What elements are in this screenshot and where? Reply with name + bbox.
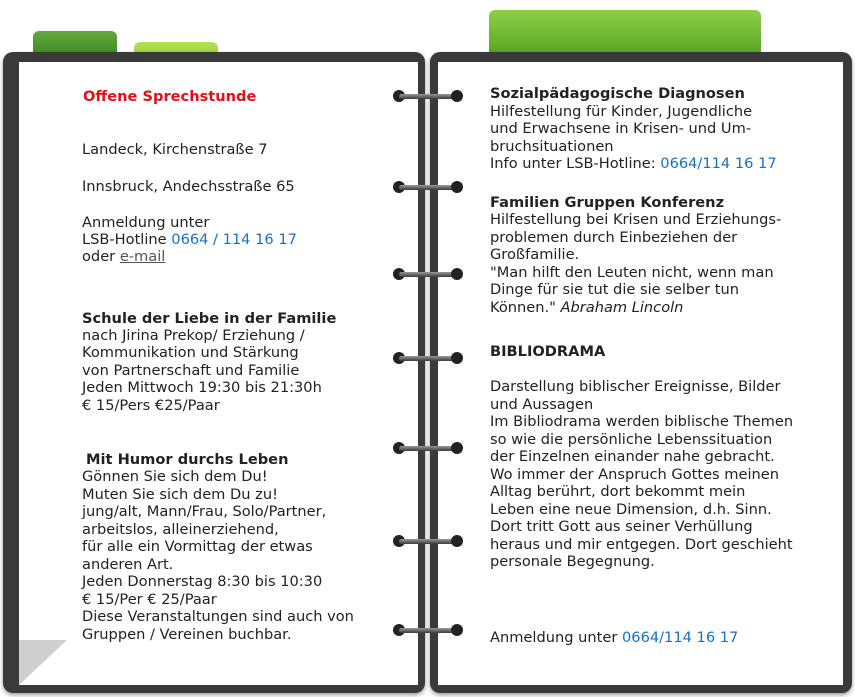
section-line: Dort tritt Gott aus seiner Verhüllung <box>490 518 753 535</box>
binder-ring <box>393 90 463 102</box>
section-line: € 15/Per € 25/Paar <box>82 591 217 608</box>
section-line: Großfamilie. <box>490 246 580 263</box>
footer-label: Anmeldung unter <box>490 629 622 646</box>
quote-author: Abraham Lincoln <box>560 299 684 316</box>
section-line: Muten Sie sich dem Du zu! <box>82 486 278 503</box>
section-line: heraus und mir entgegen. Dort geschieht <box>490 536 793 553</box>
section-line: Hilfestellung für Kinder, Jugendliche <box>490 103 753 120</box>
registration-label: Anmeldung unter <box>82 214 210 231</box>
section-line: Hilfestellung bei Krisen und Erziehungs- <box>490 211 782 228</box>
quote-text: Können." <box>490 299 561 316</box>
section-line: Dinge für sie tut die sie selber tun <box>490 281 740 298</box>
address-innsbruck: Innsbruck, Andechsstraße 65 <box>82 178 295 195</box>
section-line: für alle ein Vormittag der etwas <box>82 538 313 555</box>
info-phone-link[interactable]: 0664/114 16 17 <box>660 155 777 172</box>
section-line: von Partnerschaft und Familie <box>82 362 300 379</box>
section-line: "Man hilft den Leuten nicht, wenn man <box>490 264 774 281</box>
section-line: € 15/Pers €25/Paar <box>82 397 220 414</box>
section-line: Jeden Donnerstag 8:30 bis 10:30 <box>82 573 323 590</box>
section-line: anderen Art. <box>82 556 174 573</box>
section-line: Wo immer der Anspruch Gottes meinen <box>490 466 780 483</box>
section-line: so wie die persönliche Lebenssituation <box>490 431 773 448</box>
section-title-sozialpaedagogische-diagnosen: Sozialpädagogische Diagnosen <box>490 85 745 102</box>
section-line: arbeitslos, alleinerziehend, <box>82 521 279 538</box>
section-line: Leben eine neue Dimension, d.h. Sinn. <box>490 501 772 518</box>
registration-hotline <box>82 231 297 248</box>
section-line: bruchsituationen <box>490 138 614 155</box>
heading-offene-sprechstunde: Offene Sprechstunde <box>83 88 257 105</box>
hotline-phone-link[interactable]: 0664 / 114 16 17 <box>171 231 297 248</box>
info-hotline <box>490 155 777 172</box>
footer-phone-link[interactable]: 0664/114 16 17 <box>622 629 739 646</box>
section-line: Jeden Mittwoch 19:30 bis 21:30h <box>82 379 322 396</box>
page-curl <box>19 640 67 685</box>
section-line: nach Jirina Prekop/ Erziehung / <box>82 327 305 344</box>
registration-email <box>82 248 165 265</box>
section-line: Darstellung biblischer Ereignisse, Bilder <box>490 378 781 395</box>
binder-ring <box>393 442 463 454</box>
tab-wide-green[interactable] <box>489 10 761 55</box>
binder-ring <box>393 535 463 547</box>
section-title-bibliodrama: BIBLIODRAMA <box>490 343 606 360</box>
binder-ring <box>393 352 463 364</box>
quote-end <box>490 299 683 316</box>
section-line: personale Begegnung. <box>490 553 655 570</box>
section-line: Alltag berührt, dort bekommt mein <box>490 483 746 500</box>
footer-registration <box>490 629 738 646</box>
section-line: problemen durch Einbeziehen der <box>490 229 738 246</box>
section-line: Diese Veranstaltungen sind auch von <box>82 608 354 625</box>
address-landeck: Landeck, Kirchenstraße 7 <box>82 141 268 158</box>
section-title-schule-der-liebe: Schule der Liebe in der Familie <box>82 310 337 327</box>
or-label: oder <box>82 248 120 265</box>
section-line: Kommunikation und Stärkung <box>82 344 299 361</box>
section-line: der Einzelnen einander nahe gebracht. <box>490 448 775 465</box>
email-link[interactable]: e-mail <box>119 248 166 265</box>
section-line: Gruppen / Vereinen buchbar. <box>82 626 292 643</box>
section-line: jung/alt, Mann/Frau, Solo/Partner, <box>82 503 327 520</box>
info-label: Info unter LSB-Hotline: <box>490 155 661 172</box>
binder-ring <box>393 181 463 193</box>
section-title-familien-gruppen-konferenz: Familien Gruppen Konferenz <box>490 194 725 211</box>
section-title-mit-humor: Mit Humor durchs Leben <box>86 451 289 468</box>
section-line: Im Bibliodrama werden biblische Themen <box>490 413 794 430</box>
section-line: Gönnen Sie sich dem Du! <box>82 468 268 485</box>
binder-ring <box>393 268 463 280</box>
binder-ring <box>393 624 463 636</box>
section-line: und Aussagen <box>490 396 594 413</box>
section-line: und Erwachsene in Krisen- und Um- <box>490 120 752 137</box>
hotline-label: LSB-Hotline <box>82 231 172 248</box>
